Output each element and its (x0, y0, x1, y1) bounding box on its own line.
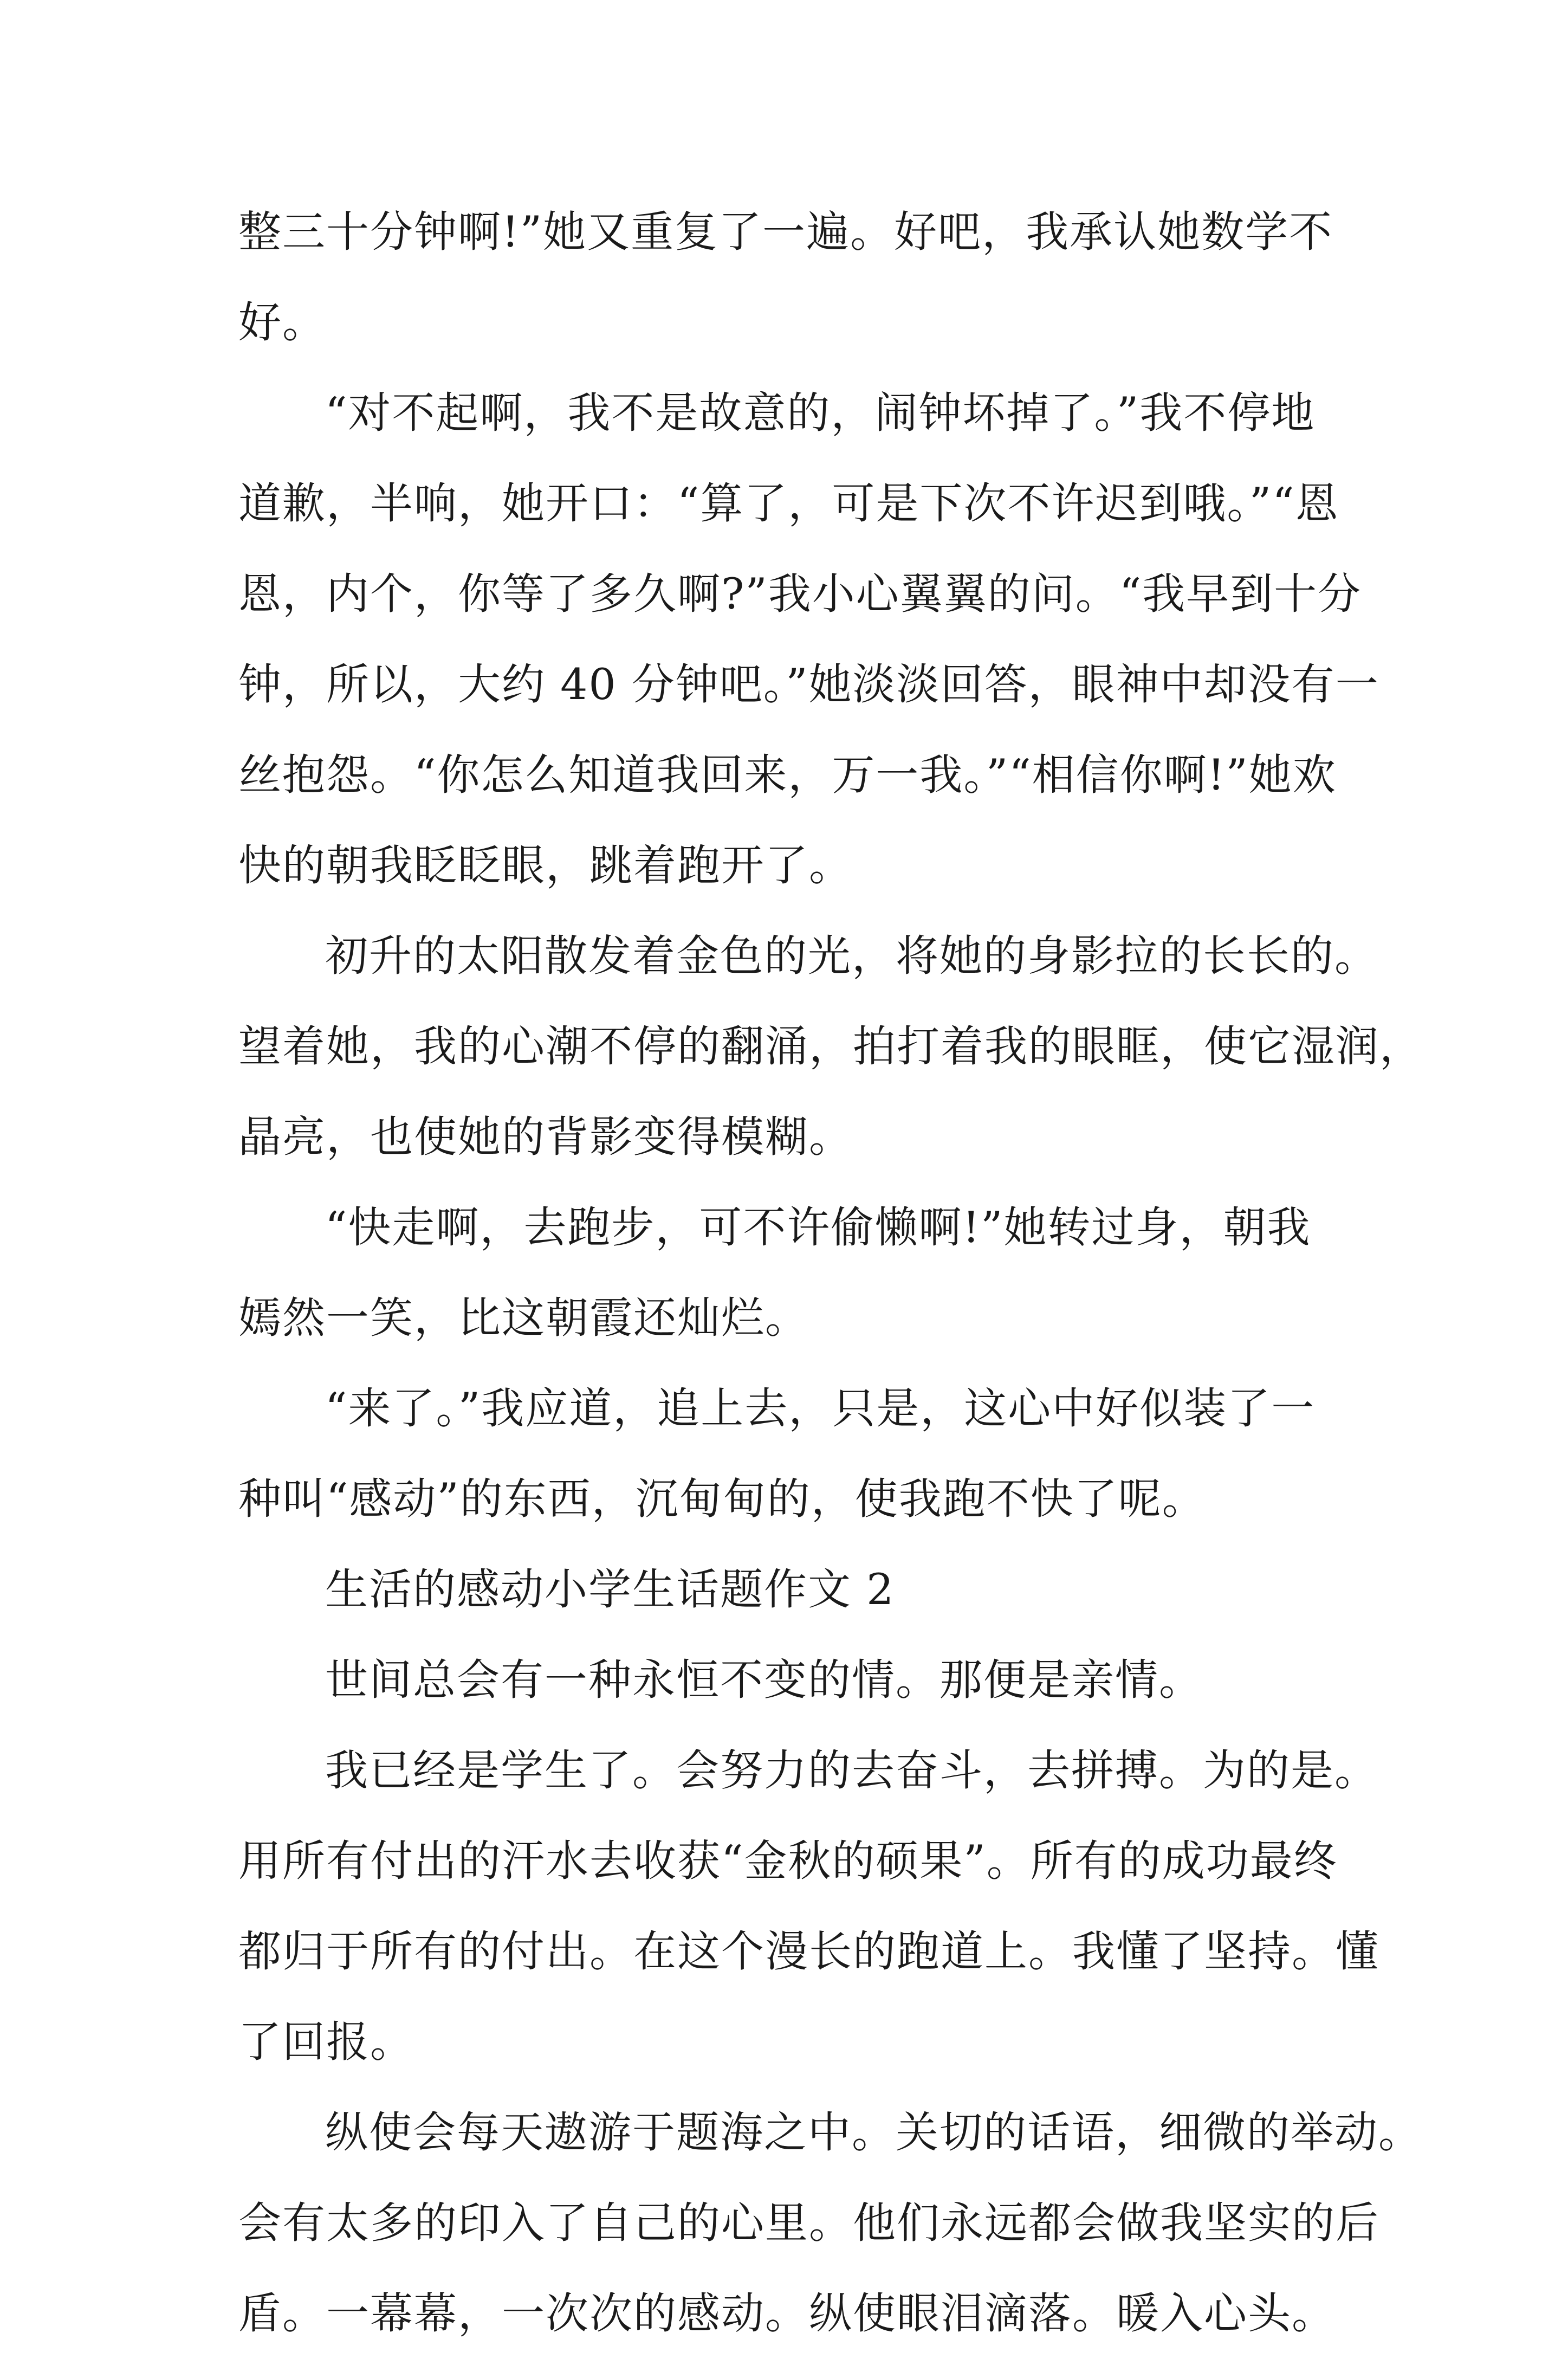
text-line: 世间总会有一种永恒不变的情。那便是亲情。 (325, 1655, 1203, 1705)
text-line: 了回报。 (238, 2017, 414, 2067)
text-line: 快的朝我眨眨眼，跳着跑开了。 (238, 841, 853, 890)
text-line: 种叫“感动”的东西，沉甸甸的，使我跑不快了呢。 (238, 1474, 1206, 1524)
text-line: 会有太多的印入了自己的心里。他们永远都会做我坚实的后 (238, 2198, 1379, 2248)
text-line: 晶亮，也使她的背影变得模糊。 (238, 1112, 853, 1162)
text-line: 纵使会每天遨游于题海之中。关切的话语，细微的举动。 (325, 2108, 1422, 2157)
text-line: 道歉，半响，她开口：“算了，可是下次不许迟到哦。”“恩 (238, 479, 1339, 528)
text-line: “对不起啊，我不是故意的，闹钟坏掉了。”我不停地 (325, 388, 1316, 438)
text-line: 恩，内个，你等了多久啊?”我小心翼翼的问。“我早到十分 (238, 569, 1362, 619)
section-heading: 生活的感动小学生话题作文 2 (325, 1565, 895, 1614)
text-line: 嫣然一笑，比这朝霞还灿烂。 (238, 1293, 809, 1343)
text-line: 初升的太阳散发着金色的光，将她的身影拉的长长的。 (325, 931, 1378, 981)
document-body (238, 187, 1423, 2359)
text-line: 整三十分钟啊!”她又重复了一遍。好吧，我承认她数学不 (238, 207, 1333, 257)
text-line: 望着她，我的心潮不停的翻涌，拍打着我的眼眶，使它湿润， (238, 1022, 1423, 1071)
text-line: 好。 (238, 298, 326, 347)
text-line: 丝抱怨。“你怎么知道我回来，万一我。”“相信你啊!”她欢 (238, 750, 1337, 800)
text-line: 盾。一幕幕，一次次的感动。纵使眼泪滴落。暖入心头。 (238, 2289, 1336, 2338)
text-line: 都归于所有的付出。在这个漫长的跑道上。我懂了坚持。懂 (238, 1927, 1379, 1976)
text-line: 钟，所以，大约 40 分钟吧。”她淡淡回答，眼神中却没有一 (238, 660, 1379, 709)
text-line: “快走啊，去跑步，可不许偷懒啊!”她转过身，朝我 (325, 1203, 1311, 1252)
text-line: 用所有付出的汗水去收获“金秋的硕果”。所有的成功最终 (238, 1836, 1338, 1886)
text-line: “来了。”我应道，追上去，只是，这心中好似装了一 (325, 1384, 1316, 1433)
text-line: 我已经是学生了。会努力的去奋斗，去拼搏。为的是。 (325, 1746, 1378, 1795)
